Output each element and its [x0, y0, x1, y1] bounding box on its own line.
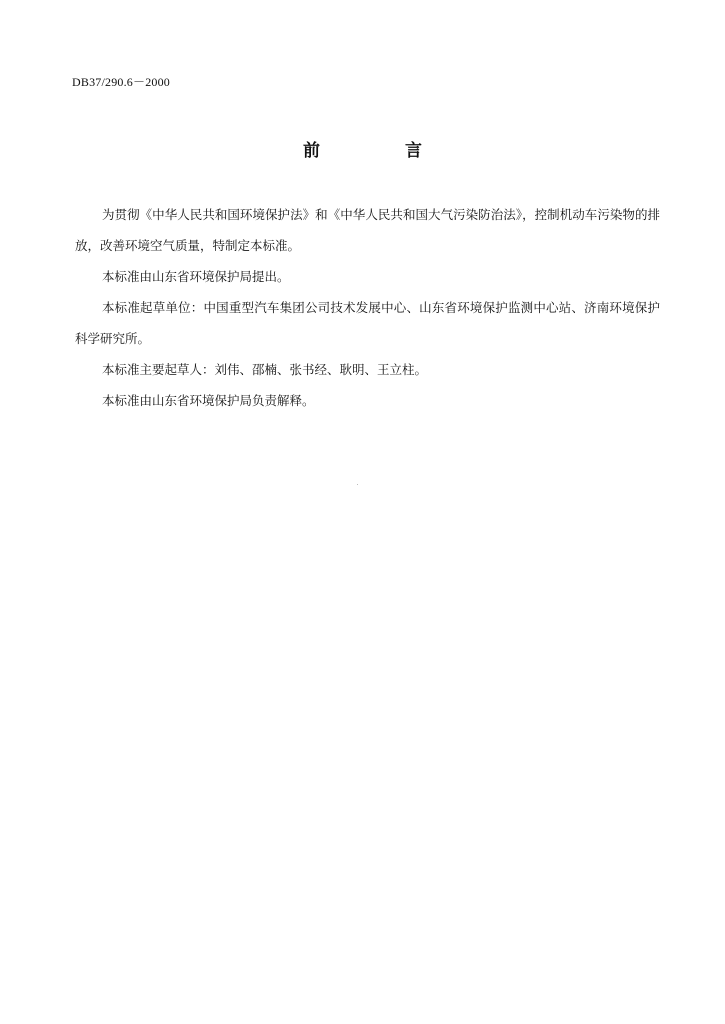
scan-speck: [357, 484, 358, 485]
paragraph-proposer: 本标准由山东省环境保护局提出。: [102, 269, 290, 284]
paragraph-purpose: 为贯彻《中华人民共和国环境保护法》和《中华人民共和国大气污染防治法》，控制机动车污染物的排放，改善环境空气质量，特制定本标准。: [75, 207, 660, 253]
foreword-body: [75, 199, 660, 416]
paragraph-drafting-units: 本标准起草单位：中国重型汽车集团公司技术发展中心、山东省环境保护监测中心站、济南环境保护科学研究所。: [75, 300, 660, 346]
section-title: 前 言: [303, 141, 456, 161]
paragraph-interpretation: 本标准由山东省环境保护局负责解释。: [102, 393, 315, 408]
paragraph-drafters: 本标准主要起草人：刘伟、邵楠、张书经、耿明、王立柱。: [102, 362, 428, 377]
standard-code: DB37/290.6－2000: [72, 75, 171, 89]
